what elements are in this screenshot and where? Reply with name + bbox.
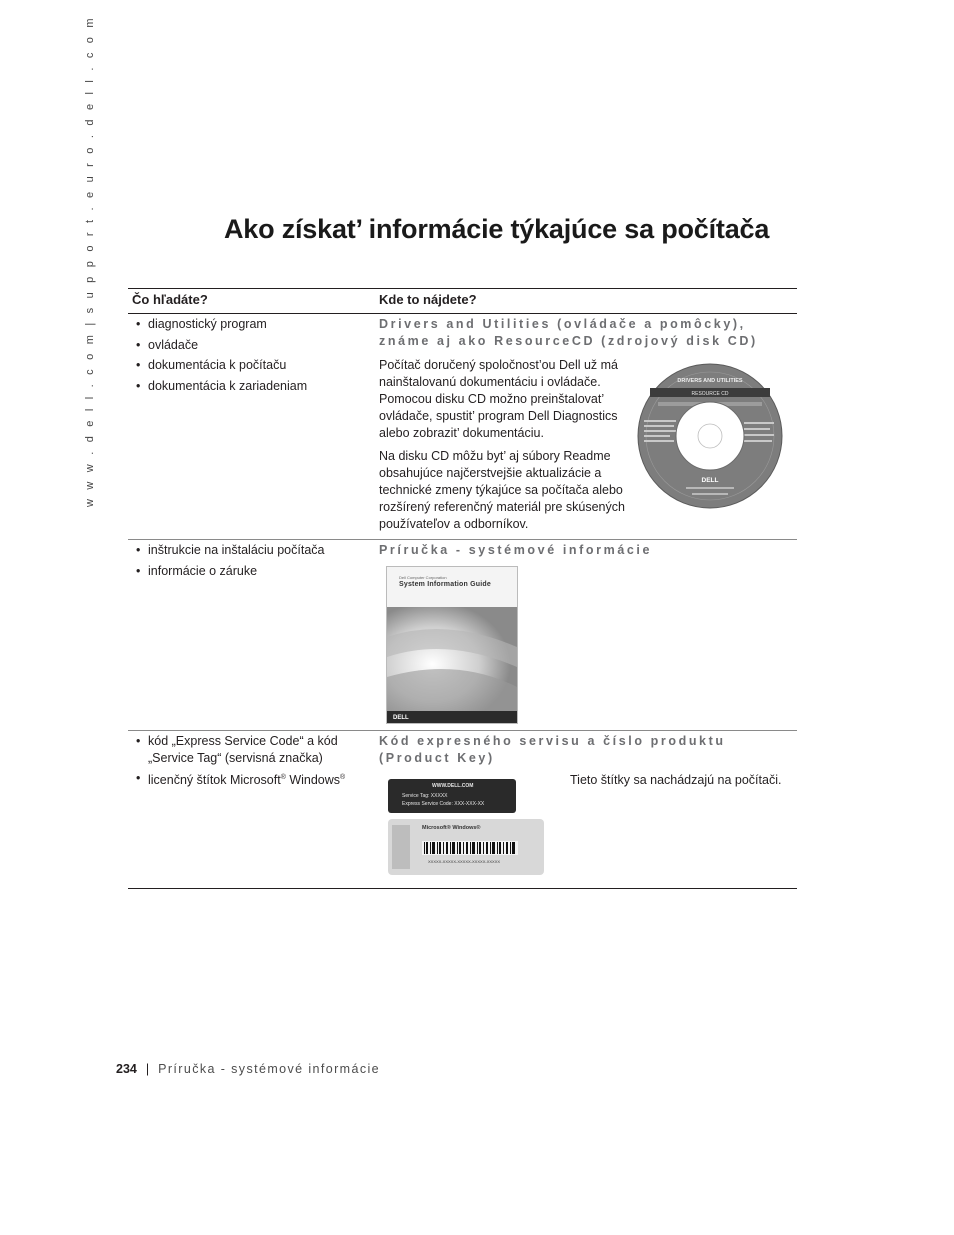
barcode-image [422, 841, 518, 855]
booklet-subtitle: Dell Computer Corporation [399, 575, 447, 580]
table-row [128, 540, 797, 731]
table-row [128, 314, 797, 540]
cd-banner: RESOURCE CD [691, 391, 729, 397]
list-item: • dokumentácia k počítaču [136, 357, 368, 374]
list-item: • inštrukcie na inštaláciu počítača [136, 542, 368, 559]
side-url: w w w . d e l l . c o m | s u p p o r t . e u r o . d e l l . c o m [84, 15, 96, 507]
registered-mark: ® [340, 774, 346, 781]
list-item: • diagnostický program [136, 316, 368, 333]
license-brand: Microsoft® Windows® [422, 825, 481, 831]
section-heading: Kód expresného servisu a číslo produktu (Product Key) [379, 734, 726, 765]
item-list [136, 316, 368, 398]
table-row [128, 731, 797, 888]
labels-note: Tieto štítky sa nachádzajú na počítači. [570, 773, 782, 787]
paragraph: Na disku CD môžu byt’ aj súbory Readme obsahujúce najčerstvejšie aktualizácie a technické zmeny týkajúce sa počítača alebo rozšírený referenčný materiál pre skúsených používateľov a odborníkov. [379, 449, 625, 531]
page-title: Ako získat’ informácie týkajúce sa počítača [224, 214, 770, 244]
service-tag-site: WWW.DELL.COM [432, 783, 474, 789]
info-table [128, 288, 797, 889]
list-item: • kód „Express Service Code“ a kód „Service Tag“ (servisná značka) [136, 733, 368, 766]
footer-title: Príručka - systémové informácie [158, 1062, 381, 1076]
table-header [128, 289, 797, 314]
page-number: 234 [116, 1062, 137, 1076]
registered-mark: ® [280, 774, 286, 781]
section-heading: Príručka - systémové informácie [379, 543, 653, 557]
cd-logo: DELL [701, 477, 719, 484]
service-tag-line: Service Tag: XXXXX [402, 793, 448, 799]
license-text: licenčný štítok Microsoft [148, 773, 281, 788]
booklet-cover-art [387, 607, 517, 711]
list-item: • ovládače [136, 337, 368, 354]
windows-license-label [388, 819, 544, 875]
cd-disc-image [636, 362, 784, 510]
item-list [136, 542, 368, 583]
booklet-logo: DELL [393, 715, 409, 721]
guide-booklet-image [386, 566, 518, 724]
service-tag-label [388, 779, 516, 813]
booklet-title: System Information Guide [399, 581, 491, 588]
express-code-line: Express Service Code: XXX-XXX-XX [402, 801, 485, 807]
col2-header: Kde to nájdete? [379, 292, 477, 307]
col1-header: Čo hľadáte? [132, 292, 208, 307]
list-item-license [136, 770, 368, 789]
page-footer [116, 1062, 380, 1076]
list-item: • dokumentácia k zariadeniam [136, 378, 368, 395]
cd-title: DRIVERS AND UTILITIES [677, 378, 743, 384]
license-text-2: Windows [285, 773, 341, 788]
item-list [136, 733, 368, 793]
license-digits: XXXXX-XXXXX-XXXXX-XXXXX-XXXXX [428, 859, 501, 864]
paragraph: Počítač doručený spoločnost’ou Dell už má nainštalovanú dokumentáciu i ovládače. Pomocou disku CD možno preinštalovat’ ovládače, spustit’ program Dell Diagnostics alebo zobrazit’ dokumentáciu. [379, 358, 619, 440]
list-item: • informácie o záruke [136, 563, 368, 580]
section-heading: Drivers and Utilities (ovládače a pomôcky), známe aj ako ResourceCD (zdrojový disk CD) [379, 317, 758, 348]
footer-separator: | [145, 1062, 150, 1076]
label-side-strip [392, 825, 410, 869]
booklet-bar [387, 711, 517, 723]
